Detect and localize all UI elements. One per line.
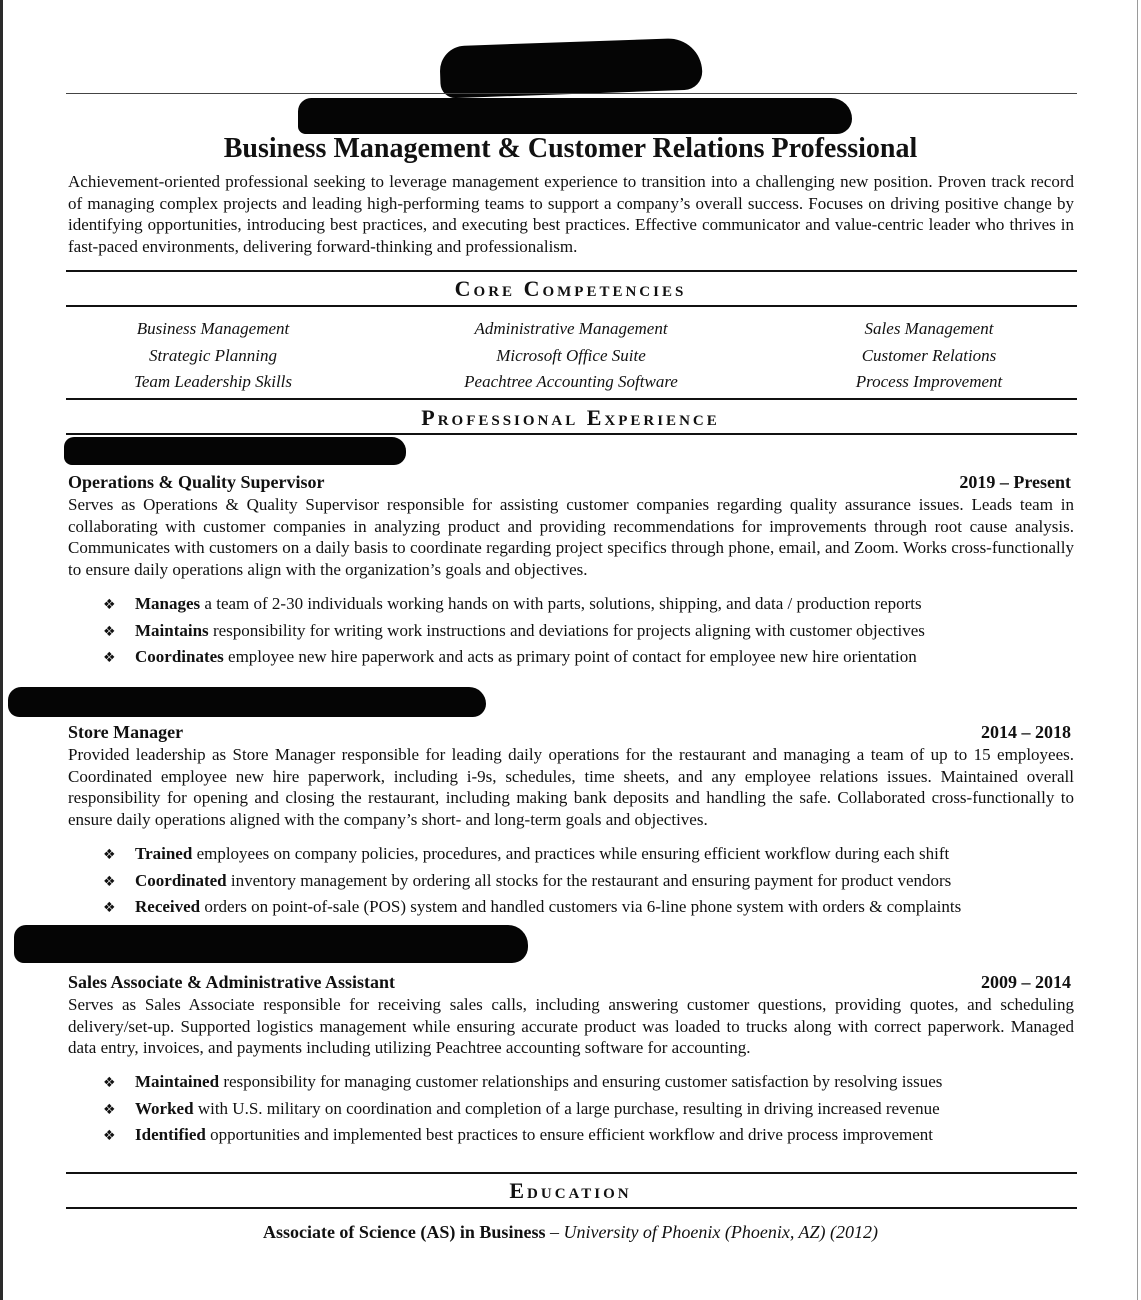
list-item: [103, 1069, 1083, 1096]
bullet-lead: Maintained: [135, 1072, 220, 1091]
job-bullets: [103, 1069, 1083, 1149]
bullet-text: orders on point-of-sale (POS) system and handled customers via 6-line phone system with orders & complaints: [200, 897, 962, 916]
redacted-employer-1: [64, 437, 406, 465]
list-item: [103, 618, 1083, 645]
section-heading-competencies: Core Competencies: [454, 276, 687, 301]
bullet-lead: Maintains: [135, 620, 209, 640]
bullet-lead: Manages: [135, 594, 201, 613]
list-item: [103, 841, 1083, 868]
section-rule-bottom: [66, 305, 1077, 307]
education-school: University of Phoenix (Phoenix, AZ) (2012): [563, 1222, 879, 1242]
diamond-bullet-icon: ❖: [103, 623, 116, 640]
header-rule: [66, 93, 1077, 94]
bullet-text: responsibility for writing work instructions and deviations for projects aligning with customer objectives: [208, 620, 925, 640]
job-title: Sales Associate & Administrative Assistant: [68, 972, 396, 992]
page-edge-left: [0, 0, 3, 1300]
bullet-text: with U.S. military on coordination and completion of a large purchase, resulting in driving increased revenue: [193, 1098, 940, 1118]
bullet-text: employees on company policies, procedures, and practices while ensuring efficient workflow during each shift: [192, 844, 950, 863]
bullet-lead: Coordinates: [135, 647, 224, 666]
page-edge-right: [1137, 0, 1138, 1300]
list-item: [103, 1122, 1083, 1149]
competency-item: Business Management: [136, 319, 290, 338]
section-rule-bottom: [66, 433, 1077, 435]
section-rule-bottom: [66, 1207, 1077, 1209]
bullet-text: employee new hire paperwork and acts as primary point of contact for employee new hire orientation: [223, 647, 917, 666]
list-item: [103, 591, 1083, 618]
diamond-bullet-icon: ❖: [103, 597, 116, 613]
job-dates: 2019 – Present: [959, 472, 1071, 492]
bullet-lead: Worked: [135, 1098, 194, 1118]
bullet-lead: Coordinated: [135, 870, 227, 890]
section-heading-education: Education: [509, 1178, 632, 1203]
list-item: [103, 894, 1083, 921]
headline-title: Business Management & Customer Relations Professional: [223, 133, 918, 164]
competency-item: Peachtree Accounting Software: [464, 372, 678, 391]
redacted-contact-info: [298, 98, 852, 134]
redacted-employer-3: [14, 925, 528, 963]
redacted-employer-2: [8, 687, 486, 717]
competency-item: Microsoft Office Suite: [496, 345, 646, 365]
bullet-text: inventory management by ordering all stocks for the restaurant and ensuring payment for product vendors: [226, 870, 952, 890]
job-bullets: [103, 841, 1083, 921]
job-title: Store Manager: [68, 722, 184, 742]
list-item: [103, 868, 1083, 895]
job-dates: 2009 – 2014: [981, 972, 1071, 992]
bullet-text: responsibility for managing customer relationships and ensuring customer satisfaction by resolving issues: [219, 1072, 943, 1091]
job-description: Provided leadership as Store Manager responsible for leading daily operations for the restaurant and managing a team of up to 15 employees. Coordinated employee new hire paperwork, including i-9s, schedules, time sheets, and any employee relations issues. Maintained overall responsibility for opening and closing the restaurant, including making bank deposits and handling the safe. Collaborated cross-functionally to ensure daily operations aligned with the company’s short- and long-term goals and objectives.: [68, 745, 1074, 829]
job-description: Serves as Operations & Quality Supervisor responsible for assisting customer companies regarding quality assurance issues. Leads team in collaborating with customer companies in analyzing product and providing recommendations for improvements through root cause analysis. Communicates with customers on a daily basis to coordinate regarding project specifics through phone, email, and Zoom. Works cross-functionally to ensure daily operations align with the organization’s goals and objectives.: [68, 495, 1074, 579]
section-rule-top: [66, 1172, 1077, 1174]
job-description: Serves as Sales Associate responsible for receiving sales calls, including answering customer questions, providing quotes, and scheduling delivery/set-up. Supported logistics management while ensuring accurate product was loaded to trucks along with correct paperwork. Managed data entry, invoices, and payments including utilizing Peachtree accounting software for accounting.: [68, 995, 1074, 1058]
list-item: [103, 1096, 1083, 1123]
redacted-name: [439, 37, 703, 98]
education-separator: –: [545, 1222, 564, 1242]
bullet-lead: Trained: [135, 844, 193, 863]
diamond-bullet-icon: ❖: [103, 1075, 116, 1091]
diamond-bullet-icon: ❖: [103, 1128, 116, 1144]
bullet-lead: Identified: [135, 1125, 206, 1144]
diamond-bullet-icon: ❖: [103, 900, 116, 916]
diamond-bullet-icon: ❖: [103, 650, 116, 666]
job-title: Operations & Quality Supervisor: [68, 472, 325, 492]
competency-item: Administrative Management: [474, 319, 668, 338]
competency-column-1: [63, 316, 363, 396]
diamond-bullet-icon: ❖: [103, 847, 116, 863]
job-dates: 2014 – 2018: [981, 722, 1071, 742]
competency-column-2: [421, 316, 721, 396]
education-degree: Associate of Science (AS) in Business: [262, 1222, 546, 1242]
list-item: [103, 644, 1083, 671]
education-entry: [0, 1220, 1141, 1244]
competency-item: Customer Relations: [861, 345, 997, 365]
competency-item: Team Leadership Skills: [133, 372, 293, 391]
competency-column-3: [779, 316, 1079, 396]
bullet-text: opportunities and implemented best practices to ensure efficient workflow and drive process improvement: [205, 1125, 934, 1144]
bullet-lead: Received: [135, 897, 201, 916]
section-rule-top: [66, 270, 1077, 272]
competency-item: Strategic Planning: [149, 345, 277, 365]
competency-item: Sales Management: [864, 319, 994, 338]
bullet-text: a team of 2-30 individuals working hands on with parts, solutions, shipping, and data / production reports: [200, 594, 922, 613]
summary-paragraph: Achievement-oriented professional seeking to leverage management experience to transition into a challenging new position. Proven track record of managing complex projects and leading high-performing teams to support a company’s overall success. Focuses on driving positive change by identifying opportunities, introducing best practices, and executing best practices. Effective communicator and value-centric leader who thrives in fast-paced environments, delivering forward-thinking and professionalism.: [68, 172, 1074, 256]
competency-item: Process Improvement: [855, 372, 1003, 391]
diamond-bullet-icon: ❖: [103, 873, 116, 890]
job-bullets: [103, 591, 1083, 671]
diamond-bullet-icon: ❖: [103, 1101, 116, 1118]
section-rule-top: [66, 398, 1077, 400]
section-heading-experience: Professional Experience: [421, 405, 720, 430]
